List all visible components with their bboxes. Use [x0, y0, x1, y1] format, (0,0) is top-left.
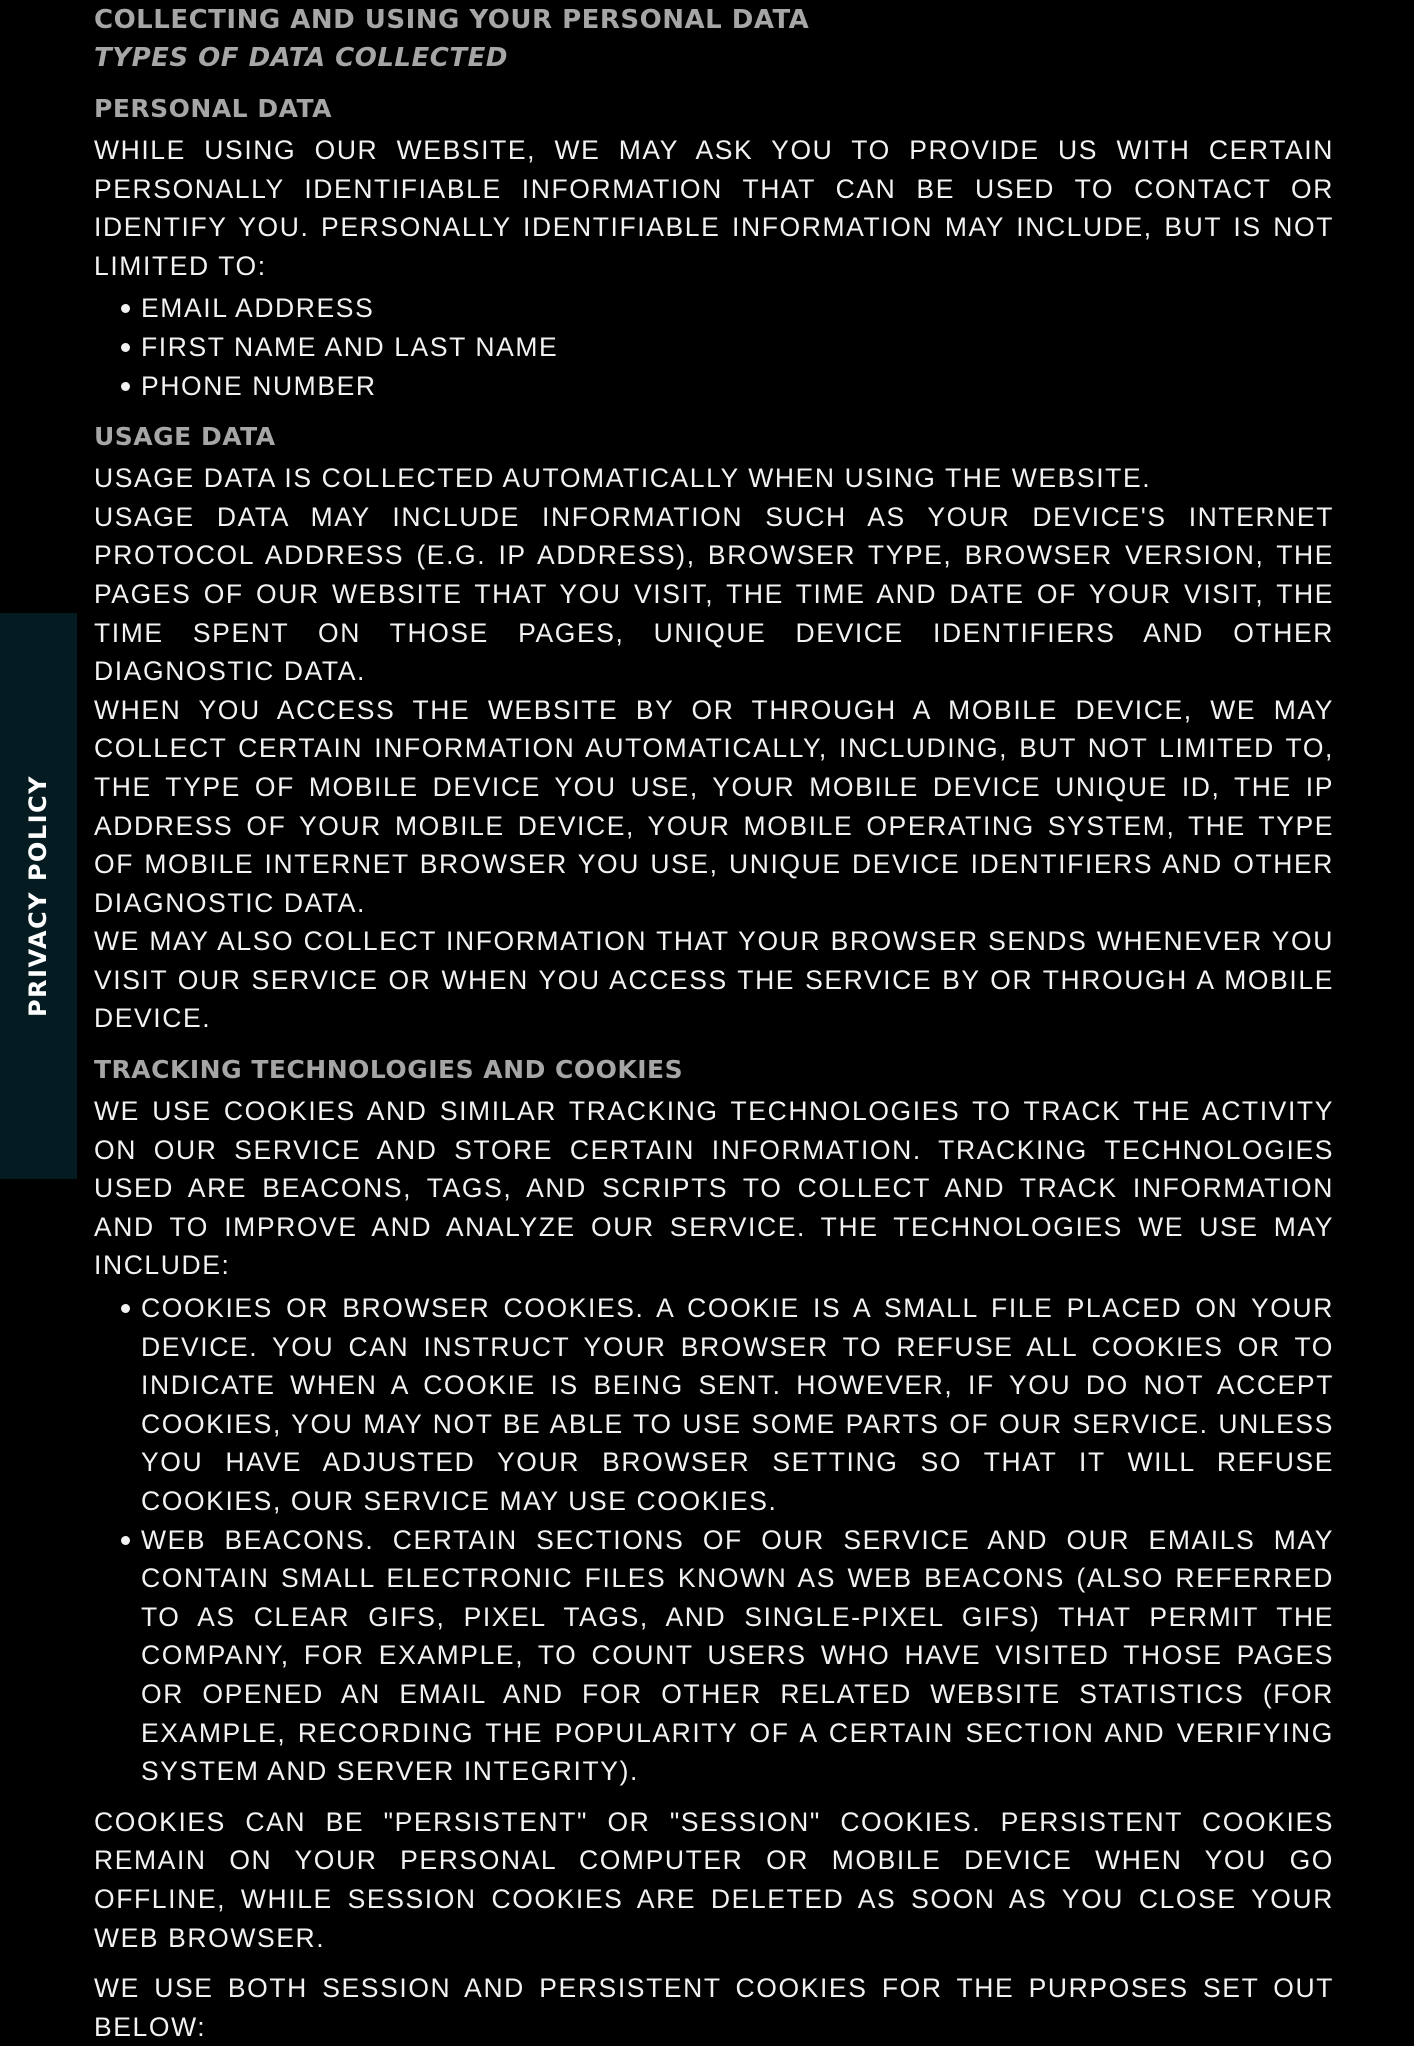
list-item: COOKIES OR BROWSER COOKIES. A COOKIE IS A SMALL FILE PLACED ON YOUR DEVICE. YOU CAN INSTRUCT YOUR BROWSER TO REFUSE ALL COOKIES OR TO INDICATE WHEN A COOKIE IS BEING SENT. HOWEVER, IF YOU DO NOT ACCEPT COOKIES, YOU MAY NOT BE ABLE TO USE SOME PARTS OF OUR SERVICE. UNLESS YOU HAVE ADJUSTED YOUR BROWSER SETTING SO THAT IT WILL REFUSE COOKIES, OUR SERVICE MAY USE COOKIES. [141, 1289, 1334, 1521]
list-item: EMAIL ADDRESS [141, 289, 1334, 328]
section-title: COLLECTING AND USING YOUR PERSONAL DATA [94, 5, 810, 35]
personal-data-intro: WHILE USING OUR WEBSITE, WE MAY ASK YOU TO PROVIDE US WITH CERTAIN PERSONALLY IDENTIFIABLE INFORMATION THAT CAN BE USED TO CONTACT OR IDENTIFY YOU. PERSONALLY IDENTIFIABLE INFORMATION MAY INCLUDE, BUT IS NOT LIMITED TO: [94, 135, 1334, 281]
list-item: FIRST NAME AND LAST NAME [141, 328, 1334, 367]
usage-data-paragraph: WE MAY ALSO COLLECT INFORMATION THAT YOUR BROWSER SENDS WHENEVER YOU VISIT OUR SERVICE OR WHEN YOU ACCESS THE SERVICE BY OR THROUGH A MOBILE DEVICE. [94, 926, 1334, 1034]
tracking-heading: TRACKING TECHNOLOGIES AND COOKIES [94, 1055, 684, 1085]
list-item: PHONE NUMBER [141, 367, 1334, 406]
tracking-list [94, 1289, 1334, 1791]
usage-data-paragraph: USAGE DATA IS COLLECTED AUTOMATICALLY WHEN USING THE WEBSITE. [94, 463, 1152, 494]
policy-content [94, 0, 1334, 2046]
personal-data-list [94, 289, 1334, 405]
usage-data-paragraph: WHEN YOU ACCESS THE WEBSITE BY OR THROUGH A MOBILE DEVICE, WE MAY COLLECT CERTAIN INFORMATION AUTOMATICALLY, INCLUDING, BUT NOT LIMITED TO, THE TYPE OF MOBILE DEVICE YOU USE, YOUR MOBILE DEVICE UNIQUE ID, THE IP ADDRESS OF YOUR MOBILE DEVICE, YOUR MOBILE OPERATING SYSTEM, THE TYPE OF MOBILE INTERNET BROWSER YOU USE, UNIQUE DEVICE IDENTIFIERS AND OTHER DIAGNOSTIC DATA. [94, 694, 1334, 918]
usage-data-heading: USAGE DATA [94, 422, 276, 452]
cookie-types-note: COOKIES CAN BE "PERSISTENT" OR "SESSION" COOKIES. PERSISTENT COOKIES REMAIN ON YOUR PERSONAL COMPUTER OR MOBILE DEVICE WHEN YOU GO OFFLINE, WHILE SESSION COOKIES ARE DELETED AS SOON AS YOU CLOSE YOUR WEB BROWSER. [94, 1806, 1334, 1953]
section-subtitle: TYPES OF DATA COLLECTED [94, 43, 508, 73]
usage-data-paragraph: USAGE DATA MAY INCLUDE INFORMATION SUCH AS YOUR DEVICE'S INTERNET PROTOCOL ADDRESS (E.G. IP ADDRESS), BROWSER TYPE, BROWSER VERSION, THE PAGES OF OUR WEBSITE THAT YOU VISIT, THE TIME AND DATE OF YOUR VISIT, THE TIME SPENT ON THOSE PAGES, UNIQUE DEVICE IDENTIFIERS AND OTHER DIAGNOSTIC DATA. [94, 501, 1334, 687]
privacy-policy-tab[interactable] [0, 613, 77, 1179]
tracking-intro: WE USE COOKIES AND SIMILAR TRACKING TECHNOLOGIES TO TRACK THE ACTIVITY ON OUR SERVICE AND STORE CERTAIN INFORMATION. TRACKING TECHNOLOGIES USED ARE BEACONS, TAGS, AND SCRIPTS TO COLLECT AND TRACK INFORMATION AND TO IMPROVE AND ANALYZE OUR SERVICE. THE TECHNOLOGIES WE USE MAY INCLUDE: [94, 1096, 1334, 1281]
personal-data-heading: PERSONAL DATA [94, 94, 332, 123]
list-item: WEB BEACONS. CERTAIN SECTIONS OF OUR SERVICE AND OUR EMAILS MAY CONTAIN SMALL ELECTRONIC FILES KNOWN AS WEB BEACONS (ALSO REFERRED TO AS CLEAR GIFS, PIXEL TAGS, AND SINGLE-PIXEL GIFS) THAT PERMIT THE COMPANY, FOR EXAMPLE, TO COUNT USERS WHO HAVE VISITED THOSE PAGES OR OPENED AN EMAIL AND FOR OTHER RELATED WEBSITE STATISTICS (FOR EXAMPLE, RECORDING THE POPULARITY OF A CERTAIN SECTION AND VERIFYING SYSTEM AND SERVER INTEGRITY). [141, 1521, 1334, 1791]
cookie-purposes-intro: WE USE BOTH SESSION AND PERSISTENT COOKIES FOR THE PURPOSES SET OUT BELOW: [94, 1973, 1334, 2042]
privacy-policy-tab-label: PRIVACY POLICY [24, 774, 53, 1018]
